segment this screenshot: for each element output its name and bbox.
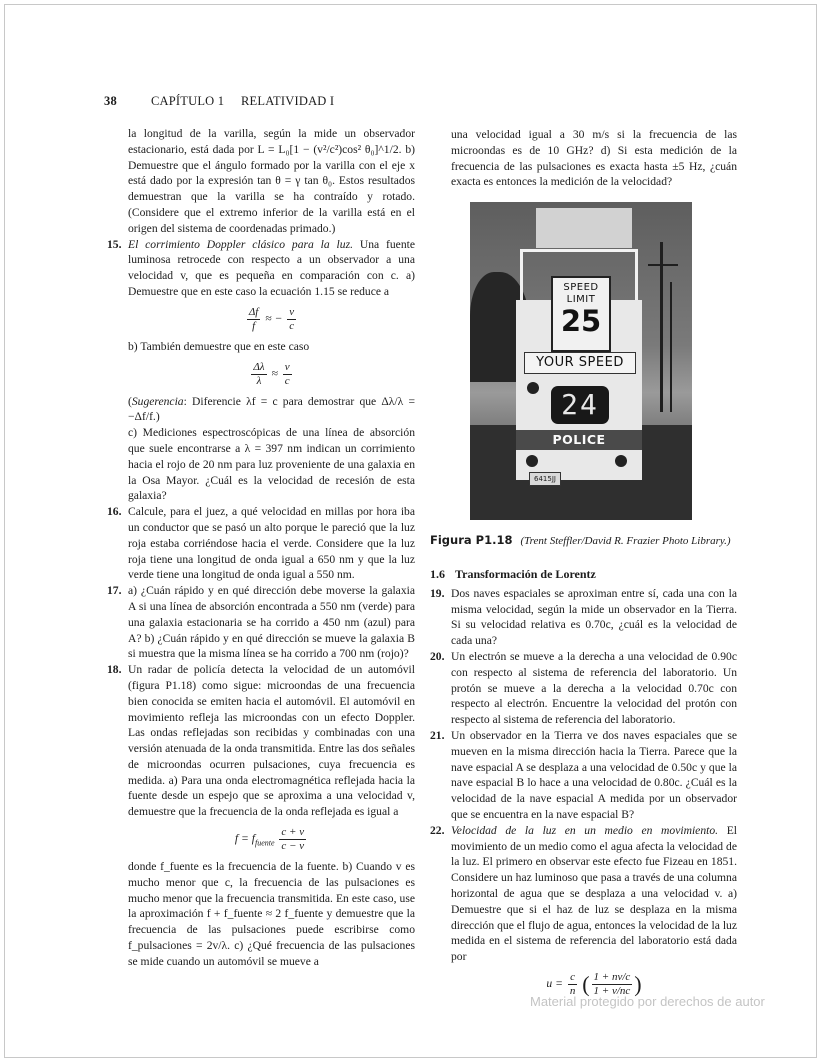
figure-caption	[430, 533, 737, 550]
problem-15	[107, 237, 415, 505]
section-heading: 1.6 Transformación de Lorentz	[430, 566, 596, 581]
speed-limit-sign: SPEED LIMIT 25	[551, 276, 611, 352]
problem-text: El movimiento de un medio como el agua afecta la velocidad de la luz. El primero en observar este efecto fue Fizeau en 1851. Considere un haz luminoso que pasa a través de una columna horizontal de agua que se desplaza a una velocidad v. a) Demuestre que si el haz de luz se desplaza en la misma dirección que el flujo de agua, entonces la velocidad de la luz medida en el sistema de referencia del laboratorio está dada por	[451, 823, 737, 964]
speed-display: 24	[551, 386, 609, 424]
problem-16	[107, 504, 415, 583]
your-speed-label: YOUR SPEED	[524, 352, 636, 374]
problem-number: 22.	[430, 823, 445, 837]
problem-title: Velocidad de la luz en un medio en movimiento.	[451, 823, 719, 837]
right-column	[430, 127, 737, 1004]
problem-text: Un observador en la Tierra ve dos naves espaciales que se mueven en la misma dirección hacia la Tierra. Parece que la nave espacial A se desplaza a una velocidad de 0.50c y que la nave espacial B lo hace a una velocidad de 0.80c. ¿Cuál es la velocidad de la nave espacial A medida por un observador que se encuentra en la nave espacial B?	[451, 728, 737, 821]
problem-text: Un radar de policía detecta la velocidad de un automóvil (figura P1.18) como sigue: microondas de una frecuencia bien conocida se emiten hacia el automóvil. El automóvil en movimiento refleja las microondas con un efecto Doppler. Las ondas reflejadas son recibidas y combinadas con una versión atenuada de la onda transmitida. Entre las dos señales de microondas ocurren pulsaciones, cuya frecuencia es medida. a) Para una onda electromagnética reflejada hacia la fuente desde un espejo que se aproxima a una velocidad v, demuestre que la frecuencia de la onda reflejada es igual a	[128, 663, 415, 819]
copyright-watermark: Material protegido por derechos de autor	[530, 994, 765, 1009]
problem-number: 21.	[430, 728, 445, 742]
problem-number: 20.	[430, 649, 445, 663]
problem-text: a) ¿Cuán rápido y en qué dirección debe moverse la galaxia A si una línea de absorción encontrada a 550 nm (verde) para una galaxia estacionaria se ha corrido a 450 nm (azul) para A? b) ¿Cuán rápido y en qué dirección se mueve la galaxia B si muestra que la misma línea se ha corrido a 700 nm (rojo)?	[128, 584, 415, 661]
chapter-title: RELATIVIDAD I	[241, 94, 335, 108]
equation-doppler-wavelength: $\frac{\Delta\lambda}{\lambda}$ ≈ $\frac{v}{c}$	[253, 360, 290, 387]
problem-text: b) También demuestre que en este caso	[128, 339, 310, 353]
problem-18-continuation: una velocidad igual a 30 m/s si la frecuencia de las microondas es de 10 GHz? d) Si esta medición de la frecuencia de las pulsaciones es exacta hasta ±5 Hz, ¿cuán exacta es entonces la medición de la velocidad?	[451, 128, 737, 189]
equation-doppler-frequency: $\frac{\Delta f}{f}$ ≈ − $\frac{v}{c}$	[248, 305, 295, 332]
problem-text: c) Mediciones espectroscópicas de una línea de absorción que suele encontrarse a λ = 397 nm indican un corrimiento hacia el rojo de 20 nm para luz proveniente de una galaxia en la Osa Mayor. ¿Cuál es la velocidad de recesión de esta galaxia?	[128, 426, 415, 503]
police-band: POLICE	[516, 430, 642, 450]
problem-text: Un electrón se mueve a la derecha a una velocidad de 0.90c con respecto al sistema de referencia del laboratorio. Un protón se mueve a la derecha a la velocidad 0.70c con respecto al electrón. Encuentre la velocidad del protón con respecto al sistema de referencia del laboratorio.	[451, 649, 737, 727]
radar-unit	[536, 208, 632, 248]
problem-number: 17.	[107, 584, 122, 598]
left-column	[107, 126, 415, 970]
figure-source: (Trent Steffler/David R. Frazier Photo Library.)	[520, 535, 731, 548]
equation-fizeau: u = $\frac{c}{n}$ ( $\frac{1 + nv/c}{1 + v/nc}$ )	[546, 970, 642, 997]
problem-text: donde f_fuente es la frecuencia de la fuente. b) Cuando v es mucho menor que c, la frecuencia de las pulsaciones es mucho menor que la frecuencia transmitida. En este caso, use la aproximación f + f_fuente ≈ 2 f_fuente y demuestre que la frecuencia de las pulsaciones puede escribirse como f_pulsaciones = 2v/λ. c) ¿Qué frecuencia de las pulsaciones se mide cuando un automóvil se mueve a	[128, 860, 415, 968]
problem-14-continuation: la longitud de la varilla, según la mide un observador estacionario, está dada por L = L₀[1 − (v²/c²)cos² θ₀]^1/2. b) Demuestre que el ángulo formado por la varilla con el eje x está dado por la expresión tan θ = γ tan θ₀. Estos resultados demuestran que la varilla se ha contraído y rotado. (Considere que el extremo inferior de la varilla está en el origen del sistema de coordenadas primado.)	[128, 127, 415, 235]
problem-number: 19.	[430, 586, 445, 600]
problem-22	[430, 823, 737, 998]
chapter-label: CAPÍTULO 1	[151, 94, 225, 108]
problem-text: Dos naves espaciales se aproximan entre sí, cada una con la misma velocidad, según la mide un observador en la Tierra. Si su velocidad relativa es 0.70c, ¿cuál es la velocidad de cada una?	[451, 586, 737, 648]
problem-21	[430, 728, 737, 823]
problem-text: Una fuente luminosa retrocede con respecto a un observador a una velocidad v, que es pequeña en comparación con c. a) Demuestre que en este caso la ecuación 1.15 se reduce a	[128, 237, 415, 298]
figure-label: Figura P1.18	[430, 533, 513, 548]
page-number: 38	[104, 94, 117, 108]
problem-19	[430, 586, 737, 649]
license-plate: 6415JJ	[529, 472, 561, 486]
problem-number: 15.	[107, 237, 122, 251]
problem-20	[430, 649, 737, 728]
problem-text: Calcule, para el juez, a qué velocidad en millas por hora iba un conductor que se pasó un alto porque le pareció que la luz roja estaba corriéndose hacia el verde. Considere que la luz roja tiene una longitud de onda igual a 650 nm y que la luz verde tiene una longitud de onda igual a 550 nm.	[128, 505, 415, 582]
figure-police-radar-photo	[470, 202, 692, 520]
problem-18	[107, 662, 415, 970]
problem-17	[107, 583, 415, 662]
hint: (Sugerencia: Diferencie λf = c para demostrar que Δλ/λ = −Δf/f.)	[128, 394, 415, 424]
problem-title: El corrimiento Doppler clásico para la luz.	[128, 237, 353, 251]
problem-number: 16.	[107, 505, 122, 519]
equation-reflected-frequency: $f = f_{fuente}$ $\frac{c + v}{c - v}$	[234, 826, 305, 853]
problem-number: 18.	[107, 663, 122, 677]
